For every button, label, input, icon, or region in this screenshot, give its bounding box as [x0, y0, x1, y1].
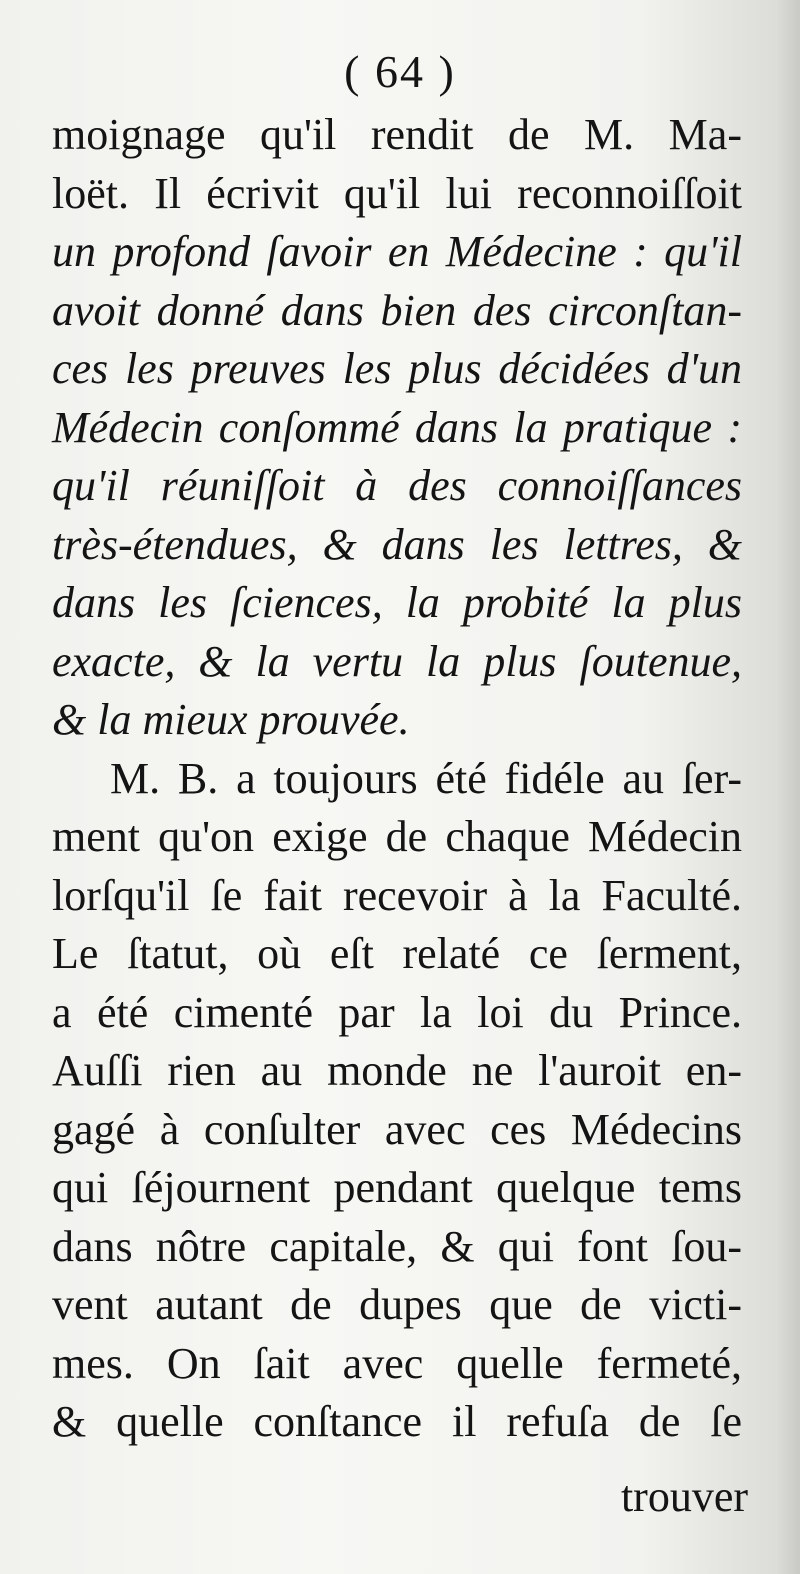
text-line: dans nôtre capitale, & qui font ſou- — [52, 1221, 742, 1271]
text-line: un profond ſavoir en Médecine : qu'il — [52, 227, 742, 276]
text-line: Le ſtatut, où eſt relaté ce ſerment, — [52, 929, 742, 978]
text-line: Médecin conſommé dans la pratique : — [52, 402, 742, 452]
text-line: & quelle conſtance il refuſa de ſe — [52, 1397, 742, 1446]
text-line: qui ſéjournent pendant quelque tems — [52, 1163, 742, 1212]
text-line: gagé à conſulter avec ces Médecins — [52, 1104, 742, 1154]
body-text — [52, 106, 742, 1452]
text-line: ces les preuves les plus décidées d'un — [52, 344, 742, 393]
text-line: a été cimenté par la loi du Prince. — [52, 987, 742, 1037]
text-line: lorſqu'il ſe fait recevoir à la Faculté. — [52, 870, 742, 920]
catchword: trouver — [620, 1472, 748, 1521]
text-line: exacte, & la vertu la plus ſoutenue, — [52, 636, 742, 686]
text-line: M. B. a toujours été fidéle au ſer- — [110, 753, 742, 803]
text-line: très-étendues, & dans les lettres, & — [52, 519, 742, 569]
text-line: dans les ſciences, la probité la plus — [52, 578, 742, 627]
text-line: ment qu'on exige de chaque Médecin — [52, 812, 742, 861]
text-line: & la mieux prouvée. — [52, 695, 410, 744]
text-line: mes. On ſait avec quelle fermeté, — [52, 1338, 742, 1388]
text-line: avoit donné dans bien des circonſtan- — [52, 285, 742, 335]
text-line: vent autant de dupes que de victi- — [52, 1280, 742, 1329]
text-line: loët. Il écrivit qu'il lui reconnoiſſoit — [52, 168, 742, 218]
text-line: qu'il réuniſſoit à des connoiſſances — [52, 461, 742, 510]
text-line: moignage qu'il rendit de M. Ma- — [52, 110, 742, 159]
text-line: Auſſi rien au monde ne l'auroit en- — [52, 1046, 742, 1095]
page-number: ( 64 ) — [344, 46, 456, 97]
